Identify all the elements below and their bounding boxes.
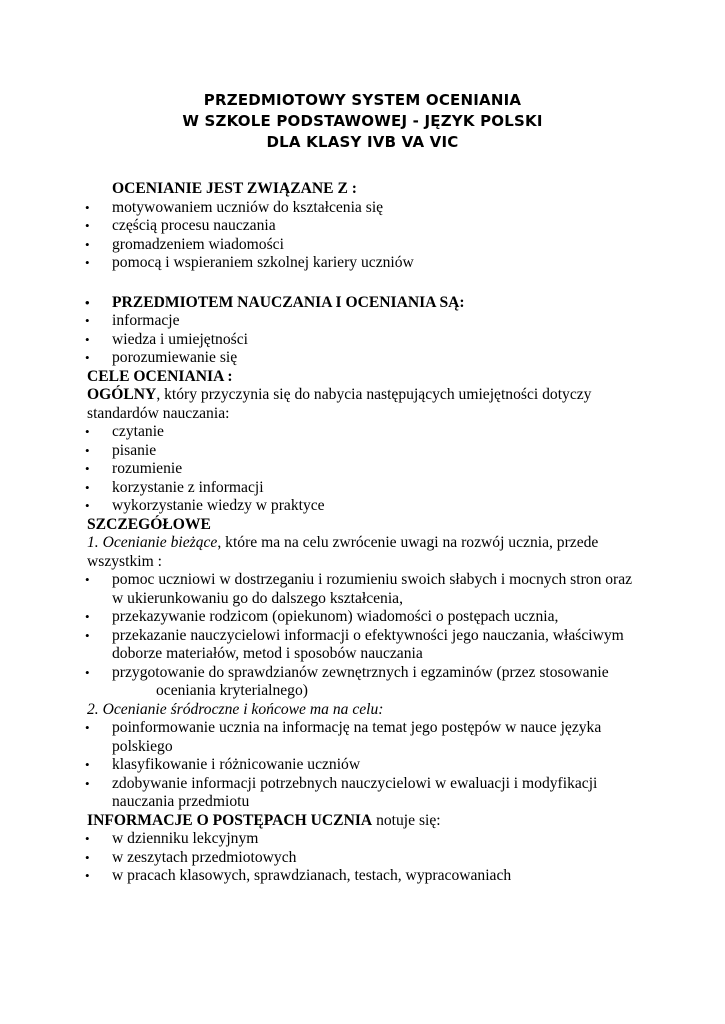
bullet-icon: • <box>85 720 90 735</box>
bullet-icon: • <box>85 424 90 439</box>
title-line-1: PRZEDMIOTOWY SYSTEM OCENIANIA <box>203 91 522 109</box>
biezace-list <box>87 571 647 701</box>
bullet-icon: • <box>85 350 90 365</box>
list-item: • pomoc uczniowi w dostrzeganiu i rozumieniu swoich słabych i mocnych stron oraz w ukierunkowaniu go do dalszego kształcenia, <box>85 571 633 607</box>
bullet-icon: • <box>85 294 90 310</box>
list-item: • gromadzeniem wiadomości <box>85 235 284 253</box>
list-item: • poinformowanie ucznia na informację na temat jego postępów w nauce języka polskiego <box>85 719 602 755</box>
document-title <box>0 90 725 153</box>
title-line-3: DLA KLASY IVB VA VIC <box>266 133 459 151</box>
list-item: • w zeszytach przedmiotowych <box>85 848 297 866</box>
list-item: • w dzienniku lekcyjnym <box>85 830 259 847</box>
srodroczne-heading: 2. Ocenianie śródroczne i końcowe ma na celu: <box>87 700 384 718</box>
bullet-icon: • <box>85 572 90 587</box>
list-item: • przygotowanie do sprawdzianów zewnętrznych i egzaminów (przez stosowanie oceniania kryterialnego) <box>85 663 609 699</box>
title-line-2: W SZKOLE PODSTAWOWEJ - JĘZYK POLSKI <box>182 112 543 130</box>
list-item: • korzystanie z informacji <box>85 478 264 496</box>
bullet-icon: • <box>85 313 90 328</box>
section4-list <box>87 830 647 886</box>
list-item: • częścią procesu nauczania <box>85 217 276 234</box>
biezace-paragraph: 1. Ocenianie bieżące, które ma na celu zwrócenie uwagi na rozwój ucznia, przede wszystkim : <box>87 534 599 570</box>
list-item: • rozumienie <box>85 460 183 477</box>
bullet-icon: • <box>85 199 90 215</box>
bullet-icon: • <box>85 498 90 513</box>
bullet-icon: • <box>85 849 90 865</box>
bullet-icon: • <box>85 868 90 883</box>
section3-list <box>87 423 647 516</box>
bullet-icon: • <box>85 461 90 476</box>
bullet-icon: • <box>85 831 90 846</box>
list-item: • pisanie <box>85 441 157 459</box>
list-item: • czytanie <box>85 423 164 440</box>
szczegolowe-heading: SZCZEGÓŁOWE <box>87 515 211 533</box>
bullet-icon: • <box>85 331 90 347</box>
list-item: • w pracach klasowych, sprawdzianach, testach, wypracowaniach <box>85 867 512 884</box>
bullet-icon: • <box>85 775 90 791</box>
list-item: • zdobywanie informacji potrzebnych nauczycielowi w ewaluacji i modyfikacji nauczania przedmiotu <box>85 774 598 810</box>
list-item: • klasyfikowanie i różnicowanie uczniów <box>85 756 361 773</box>
list-item: • przekazywanie rodzicom (opiekunom) wiadomości o postępach ucznia, <box>85 608 559 625</box>
bullet-icon: • <box>85 609 90 624</box>
list-item: • wykorzystanie wiedzy w praktyce <box>85 497 325 514</box>
bullet-icon: • <box>85 442 90 458</box>
bullet-icon: • <box>85 664 90 680</box>
bullet-icon: • <box>85 757 90 772</box>
document-body <box>87 180 647 886</box>
ogolny-paragraph: OGÓLNY, który przyczynia się do nabycia następujących umiejętności dotyczy standardów nauczania: <box>87 386 592 422</box>
bullet-icon: • <box>85 627 90 643</box>
srodroczne-list <box>87 719 647 812</box>
list-item: • motywowaniem uczniów do kształcenia się <box>85 198 384 216</box>
list-item: • przekazanie nauczycielowi informacji o efektywności jego nauczania, właściwym doborze materiałów, metod i sposobów nauczania <box>85 626 624 662</box>
bullet-icon: • <box>85 479 90 495</box>
list-item: • wiedza i umiejętności <box>85 330 248 348</box>
section1-list <box>87 199 647 273</box>
list-item: • porozumiewanie się <box>85 349 238 366</box>
list-item: • informacje <box>85 312 180 329</box>
section2-heading: • PRZEDMIOTEM NAUCZANIA I OCENIANIA SĄ: <box>85 293 465 311</box>
bullet-icon: • <box>85 218 90 233</box>
list-item: • pomocą i wspieraniem szkolnej kariery uczniów <box>85 254 414 271</box>
bullet-icon: • <box>85 236 90 252</box>
bullet-icon: • <box>85 255 90 270</box>
section2-list <box>87 294 647 368</box>
section1-heading: OCENIANIE JEST ZWIĄZANE Z : <box>112 180 357 197</box>
section3-heading: CELE OCENIANIA : <box>87 367 233 385</box>
section4-heading: INFORMACJE O POSTĘPACH UCZNIA notuje się: <box>87 811 441 829</box>
